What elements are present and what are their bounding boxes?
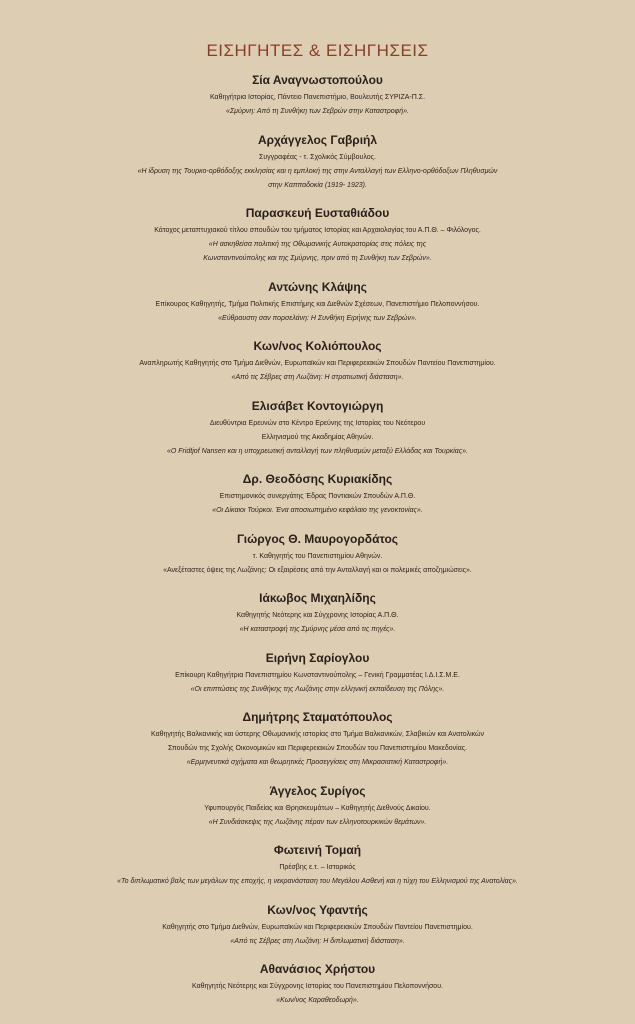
speaker-name: Φωτεινή Τομαή [273,843,362,857]
speaker-affiliation: Κάτοχος μεταπτυχιακού τίτλου σπουδών του τμήματος Ιστορίας και Αρχαιολογίας του Α.Π.Θ. – Φιλόλογος. [154,227,481,234]
speaker-affiliation: Υφυπουργός Παιδείας και Θρησκευμάτων – Καθηγητής Διεθνούς Δικαίου. [204,804,431,812]
speaker-affiliation: Επίκουρος Καθηγητής, Τμήμα Πολιτικής Επιστήμης και Διεθνών Σχέσεων, Πανεπιστήμιο Πελοποννήσου. [155,300,480,308]
speaker-entry [0,783,635,830]
talk-title: «Εύθραυστη σαν πορσελάνη: Η Συνθήκη Ειρήνης των Σεβρών». [218,314,417,322]
speaker-name: Αντώνης Κλάψης [268,279,367,294]
talk-title: «Η ασκηθείσα πολιτική της Οθωμανικής Αυτοκρατορίας στις πόλεις της [208,241,427,248]
speaker-entry [0,205,635,266]
speaker-affiliation: Αναπληρωτής Καθηγητής στο Τμήμα Διεθνών, Ευρωπαϊκών και Περιφερειακών Σπουδών Παντείου Πανεπιστημίου. [139,360,496,367]
speaker-entry [0,531,635,578]
speaker-affiliation: Ελληνισμού της Ακαδημίας Αθηνών. [261,433,374,441]
speaker-affiliation: Καθηγήτρια Ιστορίας, Πάντειο Πανεπιστήμιο, Βουλευτής ΣΥΡΙΖΑ-Π.Σ. [209,94,426,101]
speaker-name: Ελισάβετ Κοντογιώργη [251,398,384,413]
speakers-list [0,72,635,1008]
talk-title: στην Καππαδοκία (1919- 1923). [268,181,367,189]
speaker-name: Ειρήνη Σαρίογλου [265,650,370,665]
talk-title: «Κων/νος Καραθεοδωρή». [276,997,359,1004]
talk-title: «O Fridtjof Nansen και η υποχρεωτική ανταλλαγή των πληθυσμών μεταξύ Ελλάδας και Τουρκίας». [166,447,469,455]
talk-title: «Η καταστροφή της Σμύρνης μέσα από τις πηγές». [239,626,396,633]
speaker-entry [0,398,635,459]
speaker-name: Αθανάσιος Χρήστου [259,962,376,976]
speaker-name: Σία Αναγνωστοπούλου [252,73,383,87]
speaker-entry [0,902,635,949]
page-title: ΕΙΣΗΓΗΤΕΣ & ΕΙΣΗΓΗΣΕΙΣ [206,41,429,60]
speaker-affiliation: τ. Καθηγητής του Πανεπιστημίου Αθηνών. [252,552,383,560]
talk-title: «Οι επιπτώσεις της Συνθήκης της Λωζάνης στην ελληνική εκπαίδευση της Πόλης». [190,685,445,693]
speaker-affiliation: Πρέσβης ε.τ. – Ιστορικός [279,864,356,871]
speaker-name: Δρ. Θεοδόσης Κυριακίδης [242,472,393,486]
speaker-entry [0,338,635,385]
speaker-name: Αρχάγγελος Γαβριήλ [257,132,378,147]
talk-title: «Το διπλωματικό βαλς των μεγάλων της εποχής, η νεκρανάσταση του Μεγάλου Ασθενή και η τύχη του Ελληνισμού της Ανατολίας». [117,878,518,885]
speaker-affiliation: Καθηγητής Νεότερης και Σύγχρονης Ιστορίας του Πανεπιστημίου Πελοποννήσου. [192,983,443,990]
talk-title: «Σμύρνη: Από τη Συνθήκη των Σεβρών στην Καταστροφή». [226,108,409,115]
speaker-affiliation: Καθηγητής Νεότερης και Σύγχρονης Ιστορίας Α.Π.Θ. [236,612,399,619]
speaker-name: Άγγελος Συρίγος [269,783,366,798]
speaker-entry [0,650,635,697]
talk-title: «Η Συνδιάσκεψις της Λωζάνης πέραν των ελληνοτουρκικών θεμάτων». [208,818,427,826]
speaker-affiliation: Καθηγητής στο Τμήμα Διεθνών, Ευρωπαϊκών και Περιφερειακών Σπουδών Παντείου Πανεπιστημίου. [162,923,473,931]
talk-title: «Ανεξέταστες όψεις της Λωζάνης: Οι εξαιρέσεις από την Ανταλλαγή και οι πολεμικές αποζημιώσεις». [163,566,472,574]
speaker-entry [0,471,635,518]
speaker-affiliation: Επίκουρη Καθηγήτρια Πανεπιστημίου Κωνσταντινούπολης – Γενική Γραμματέας Ι.Δ.Ι.Σ.Μ.Ε. [175,671,460,679]
talk-title: «Από τις Σέβρες στη Λωζάνη: Η στρατιωτική διάσταση». [231,374,404,381]
speaker-affiliation: Καθηγητής Βαλκανικής και ύστερης Οθωμανικής ιστορίας στο Τμήμα Βαλκανικών, Σλαβικών και Ανατολικών [150,731,485,738]
talk-title: «Οι Δίκαιοι Τούρκοι. Ένα αποσιωπημένο κεφάλαιο της γενοκτονίας». [212,507,423,514]
speaker-name: Κων/νος Κολιόπουλος [253,339,382,353]
speaker-affiliation: Συγγραφέας - τ. Σχολικός Σύμβουλος. [259,153,376,161]
speaker-entry [0,709,635,770]
speaker-entry [0,961,635,1008]
speaker-entry [0,590,635,637]
speaker-entry [0,279,635,326]
talk-title: Κωνσταντινούπολης και της Σμύρνης, πριν από τη Συνθήκη των Σεβρών». [203,255,432,262]
talk-title: «Η ίδρυση της Τουρκο-ορθόδοξης εκκλησίας και η εμπλοκή της στην Ανταλλαγή των Ελληνο-ορθόδοξων Πληθυσμών [137,167,498,175]
speaker-entry [0,132,635,193]
speaker-name: Παρασκευή Ευσταθιάδου [245,206,390,220]
speaker-name: Κων/νος Υφαντής [267,902,368,917]
speaker-entry [0,842,635,889]
speaker-name: Γιώργος Θ. Μαυρογορδάτος [236,531,399,546]
talk-title: «Από τις Σέβρες στη Λωζάνη: Η διπλωματική διάσταση». [230,937,405,945]
talk-title: «Ερμηνευτικά σχήματα και θεωρητικές Προσεγγίσεις στη Μικρασιατική Καταστροφή». [186,759,449,766]
speaker-affiliation: Διευθύντρια Ερευνών στο Κέντρο Ερεύνης της Ιστορίας του Νεότερου [209,419,426,427]
speaker-entry [0,72,635,119]
speaker-affiliation: Σπουδών της Σχολής Οικονομικών και Περιφερειακών Σπουδών του Πανεπιστημίου Μακεδονίας. [167,745,468,752]
speaker-affiliation: Επιστημονικός συνεργάτης Έδρας Ποντιακών Σπουδών Α.Π.Θ. [219,493,416,500]
speaker-name: Δημήτρης Σταματόπουλος [242,710,393,724]
speaker-name: Ιάκωβος Μιχαηλίδης [259,591,376,605]
